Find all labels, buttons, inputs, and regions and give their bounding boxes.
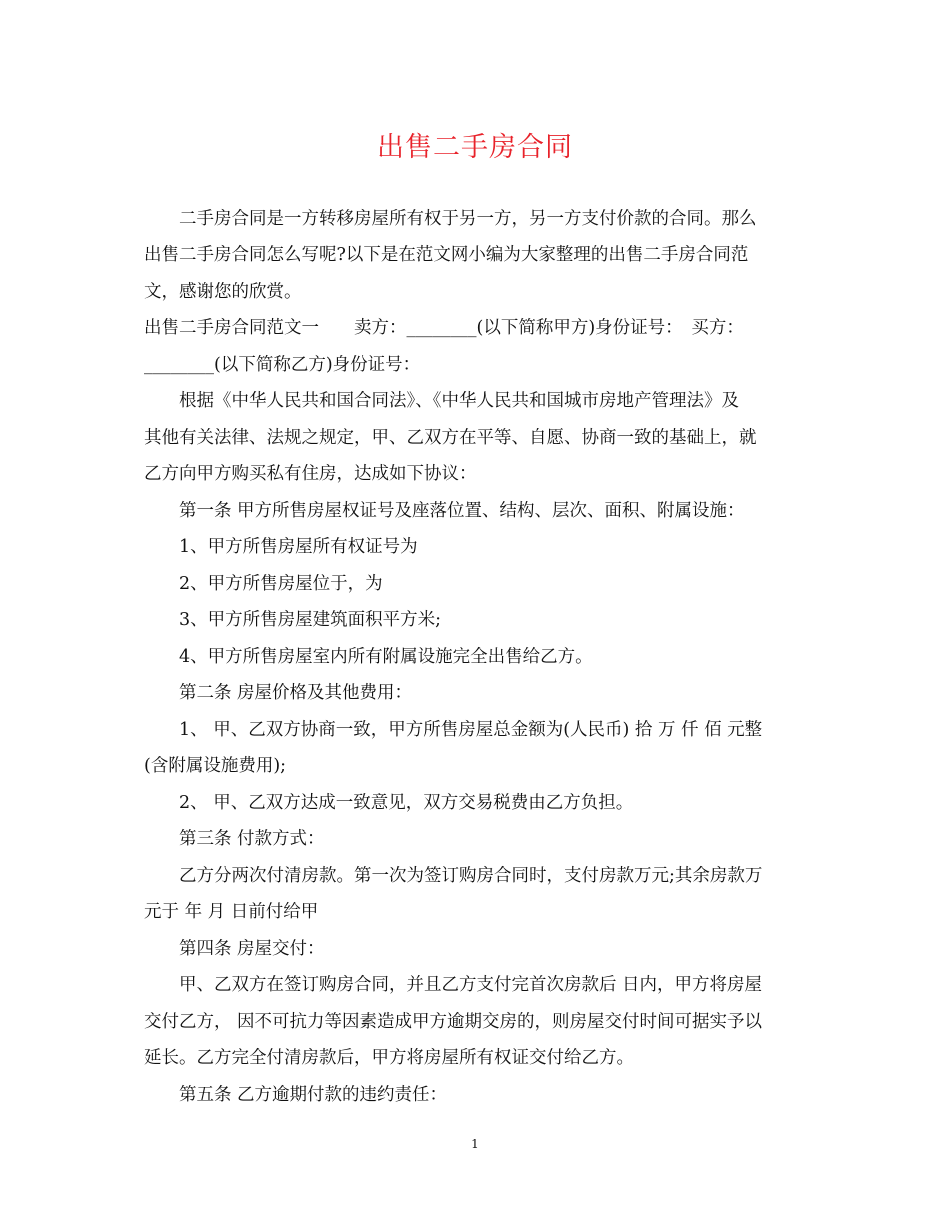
paragraph-line: 二手房合同是一方转移房屋所有权于另一方，另一方支付价款的合同。那么: [144, 209, 757, 229]
paragraph-line: 3、甲方所售房屋建筑面积平方米;: [144, 610, 442, 630]
document-title: 出售二手房合同: [377, 132, 573, 163]
paragraph-line: 根据《中华人民共和国合同法》、《中华人民共和国城市房地产管理法》及: [144, 391, 739, 411]
paragraph-line: (含附属设施费用);: [144, 756, 287, 776]
paragraph-line: 乙方分两次付清房款。第一次为签订购房合同时，支付房款万元;其余房款万: [144, 866, 763, 886]
paragraph-line: 乙方向甲方购买私有住房，达成如下协议：: [144, 464, 477, 484]
paragraph-line: 4、甲方所售房屋室内所有附属设施完全出售给乙方。: [144, 647, 593, 667]
paragraph-line: 出售二手房合同范文一 卖方：________(以下简称甲方)身份证号： 买方：: [144, 318, 744, 338]
paragraph-line: 1、甲方所售房屋所有权证号为: [144, 537, 418, 557]
paragraph-line: 第二条 房屋价格及其他费用：: [144, 683, 413, 703]
paragraph-line: 2、甲方所售房屋位于，为: [144, 574, 383, 594]
paragraph-line: 延长。乙方完全付清房款后，甲方将房屋所有权证交付给乙方。: [144, 1048, 634, 1068]
paragraph-line: 元于 年 月 日前付给甲: [144, 902, 319, 922]
paragraph-line: 甲、乙双方在签订购房合同，并且乙方支付完首次房款后 日内，甲方将房屋: [144, 975, 763, 995]
paragraph-line: 第五条 乙方逾期付款的违约责任：: [144, 1085, 448, 1105]
paragraph-line: ________(以下简称乙方)身份证号：: [144, 355, 421, 375]
paragraph-line: 文，感谢您的欣赏。: [144, 282, 302, 302]
paragraph-line: 第一条 甲方所售房屋权证号及座落位置、结构、层次、面积、附属设施：: [144, 501, 745, 521]
page-number: 1: [471, 1137, 479, 1151]
paragraph-line: 交付乙方， 因不可抗力等因素造成甲方逾期交房的，则房屋交付时间可据实予以: [144, 1012, 763, 1032]
paragraph-line: 第四条 房屋交付：: [144, 939, 325, 959]
paragraph-line: 其他有关法律、法规之规定，甲、乙双方在平等、自愿、协商一致的基础上，就: [144, 428, 757, 448]
paragraph-line: 1、 甲、乙双方协商一致，甲方所售房屋总金额为(人民币) 拾 万 仟 佰 元整: [144, 720, 763, 740]
paragraph-line: 2、 甲、乙双方达成一致意见，双方交易税费由乙方负担。: [144, 793, 634, 813]
paragraph-line: 出售二手房合同怎么写呢?以下是在范文网小编为大家整理的出售二手房合同范: [144, 245, 749, 265]
paragraph-line: 第三条 付款方式：: [144, 829, 325, 849]
